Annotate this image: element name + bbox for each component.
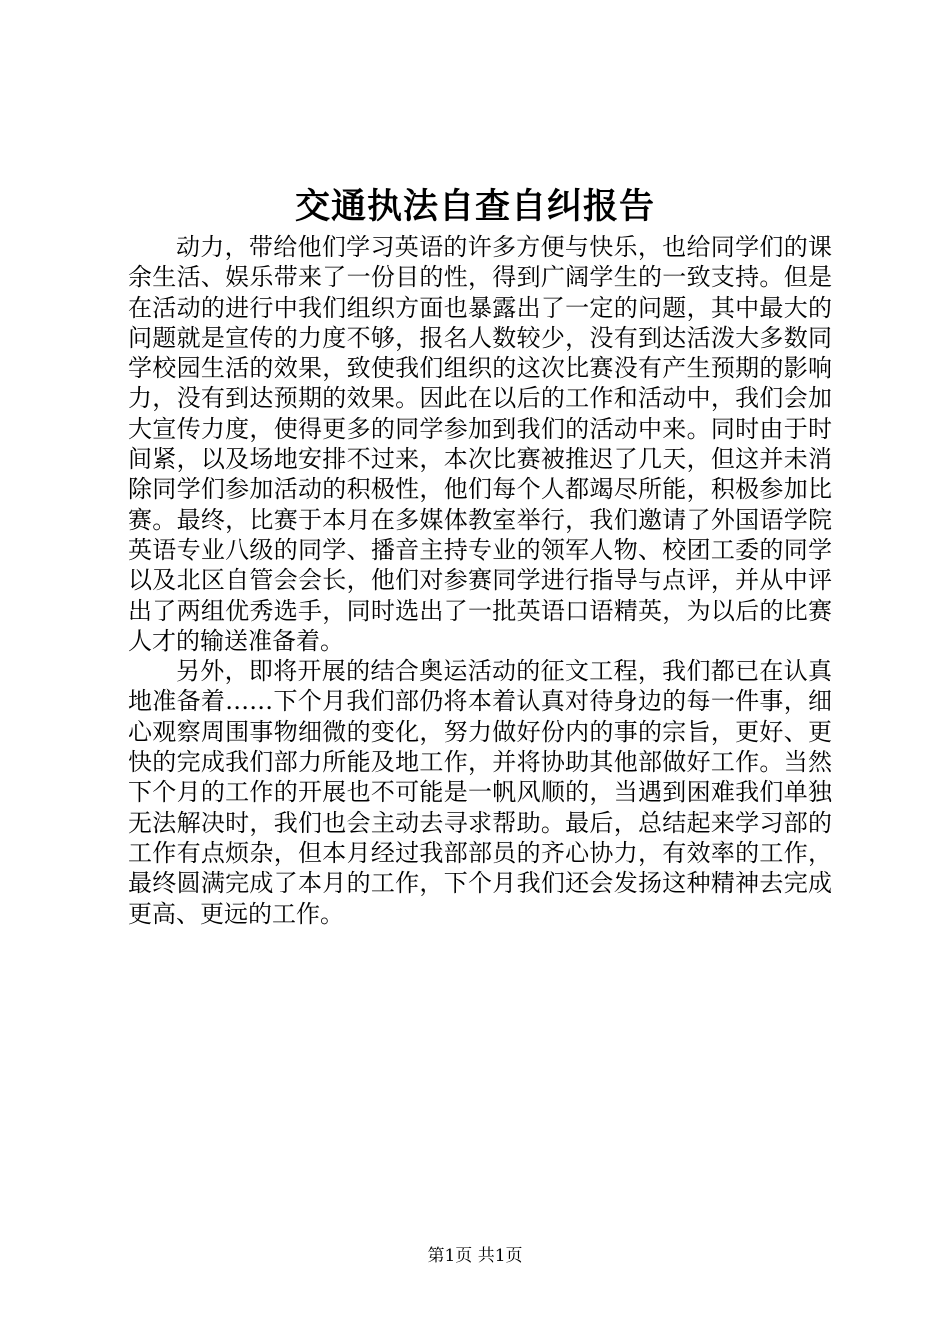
document-title: 交通执法自查自纠报告 [294,186,655,227]
body-paragraph-1: 动力，带给他们学习英语的许多方便与快乐，也给同学们的课余生活、娱乐带来了一份目的性，得到广阔学生的一致支持。但是在活动的进行中我们组织方面也暴露出了一定的问题，其中最大的问题就是宣传的力度不够，报名人数较少，没有到达活泼大多数同学校园生活的效果，致使我们组织的这次比赛没有产生预期的影响力，没有到达预期的效果。因此在以后的工作和活动中，我们会加大宣传力度，使得更多的同学参加到我们的活动中来。同时由于时间紧，以及场地安排不过来，本次比赛被推迟了几天，但这并未消除同学们参加活动的积极性，他们每个人都竭尽所能，积极参加比赛。最终，比赛于本月在多媒体教室举行，我们邀请了外国语学院英语专业八级的同学、播音主持专业的领军人物、校团工委的同学以及北区自管会会长，他们对参赛同学进行指导与点评，并从中评出了两组优秀选手，同时选出了一批英语口语精英，为以后的比赛人才的输送准备着。 [128,233,832,655]
body-paragraph-2: 另外，即将开展的结合奥运活动的征文工程，我们都已在认真地准备着……下个月我们部仍将本着认真对待身边的每一件事，细心观察周围事物细微的变化，努力做好份内的事的宗旨，更好、更快的完成我们部力所能及地工作，并将协助其他部做好工作。当然下个月的工作的开展也不可能是一帆风顺的，当遇到困难我们单独无法解决时，我们也会主动去寻求帮助。最后，总结起来学习部的工作有点烦杂，但本月经过我部部员的齐心协力，有效率的工作，最终圆满完成了本月的工作，下个月我们还会发扬这种精神去完成更高、更远的工作。 [128,657,832,928]
document-body [128,232,832,929]
page-number-footer: 第1页 共1页 [427,1246,523,1266]
